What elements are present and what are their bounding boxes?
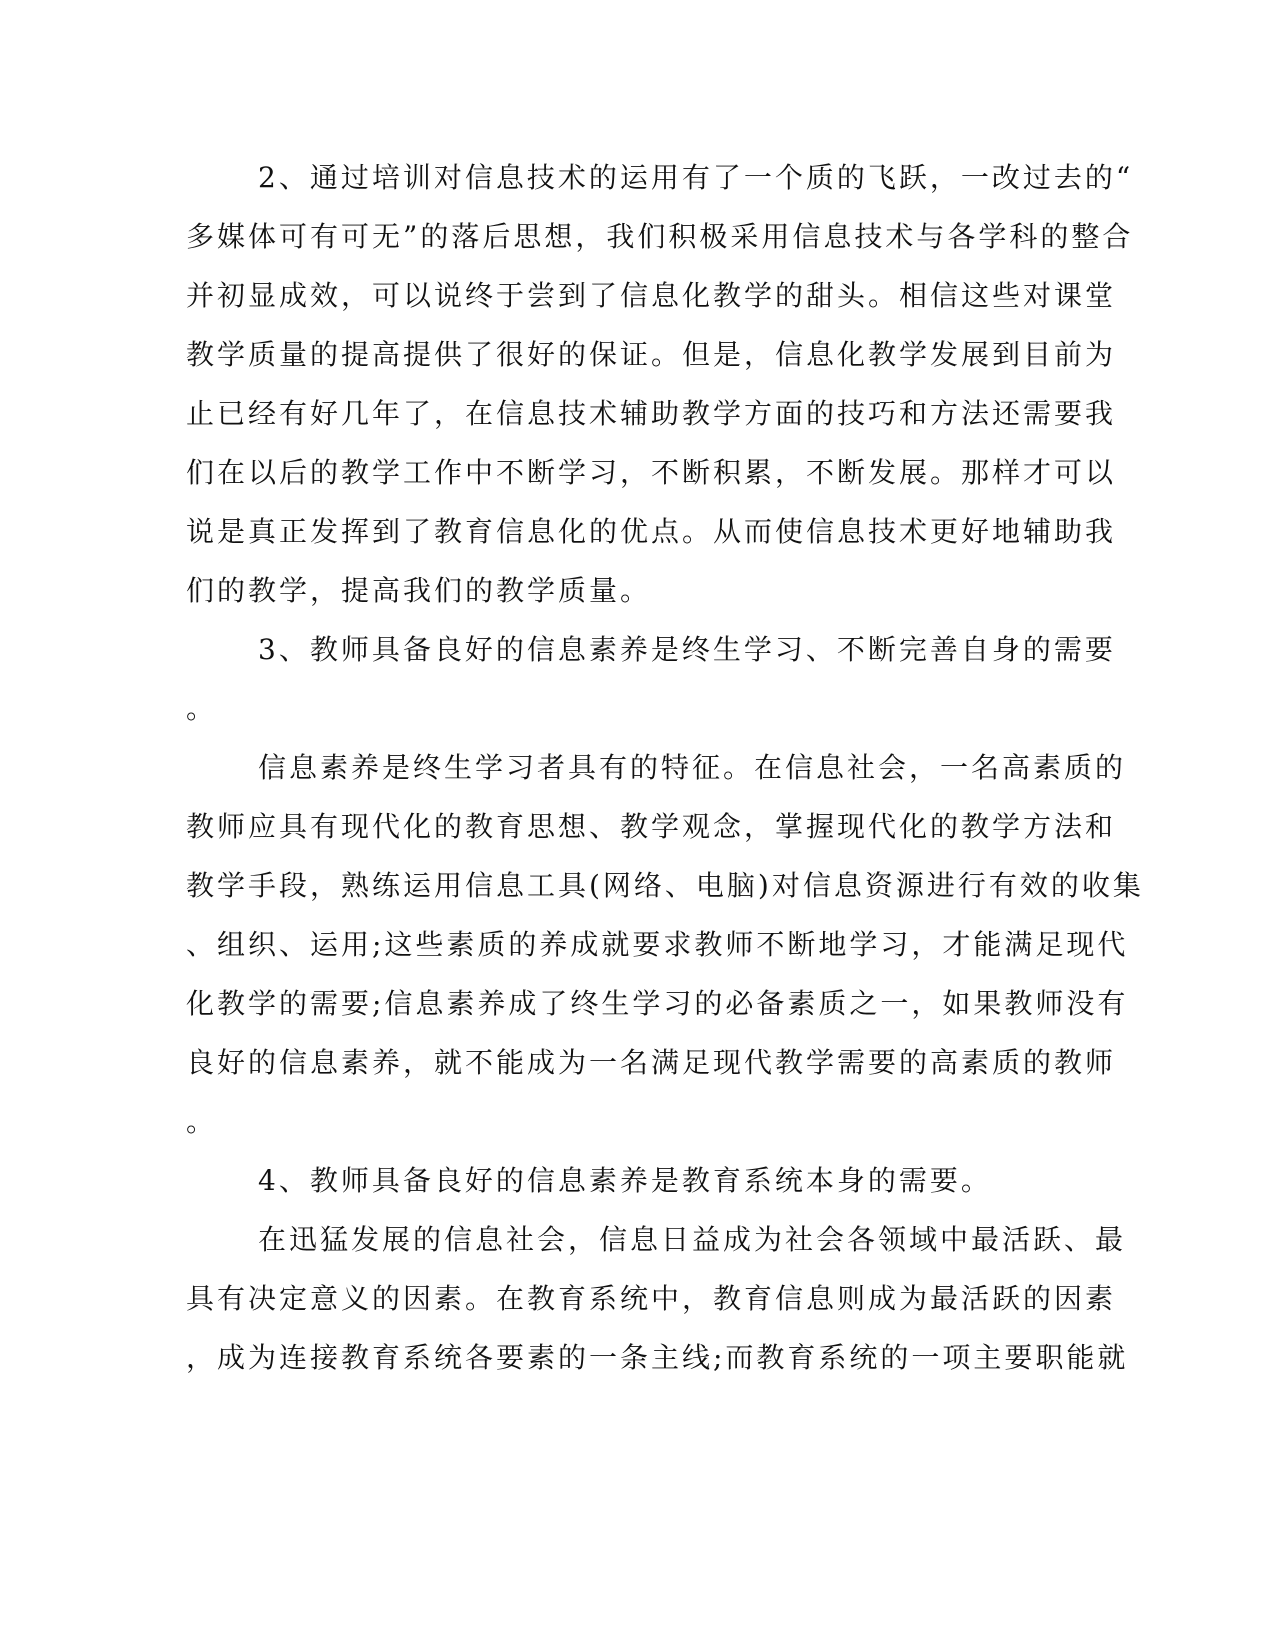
text-line: 。 (186, 692, 218, 725)
text-line: 。 (186, 1105, 218, 1138)
text-line: 化教学的需要;信息素养成了终生学习的必备素质之一，如果教师没有 (186, 987, 1129, 1020)
text-line: 们在以后的教学工作中不断学习，不断积累，不断发展。那样才可以 (186, 456, 1117, 489)
text-line: 良好的信息素养，就不能成为一名满足现代教学需要的高素质的教师 (186, 1046, 1117, 1079)
text-line: 具有决定意义的因素。在教育系统中，教育信息则成为最活跃的因素 (186, 1282, 1117, 1315)
text-line: 信息素养是终生学习者具有的特征。在信息社会，一名高素质的 (258, 751, 1127, 784)
text-line: 止已经有好几年了，在信息技术辅助教学方面的技巧和方法还需要我 (186, 397, 1117, 430)
text-line: 教师应具有现代化的教育思想、教学观念，掌握现代化的教学方法和 (186, 810, 1117, 843)
text-line: 说是真正发挥到了教育信息化的优点。从而使信息技术更好地辅助我 (186, 515, 1117, 548)
text-line: 们的教学，提高我们的教学质量。 (186, 574, 652, 607)
text-line: 4、教师具备良好的信息素养是教育系统本身的需要。 (258, 1164, 992, 1197)
text-line: 多媒体可有可无”的落后思想，我们积极采用信息技术与各学科的整合 (186, 220, 1134, 253)
text-line: 并初显成效，可以说终于尝到了信息化教学的甜头。相信这些对课堂 (186, 279, 1117, 312)
text-line: 2、通过培训对信息技术的运用有了一个质的飞跃，一改过去的“ (258, 161, 1134, 194)
text-line: 教学质量的提高提供了很好的保证。但是，信息化教学发展到目前为 (186, 338, 1117, 371)
text-line: 教学手段，熟练运用信息工具(网络、电脑)对信息资源进行有效的收集 (186, 869, 1144, 902)
text-line: 、组织、运用;这些素质的养成就要求教师不断地学习，才能满足现代 (186, 928, 1129, 961)
text-line: 在迅猛发展的信息社会，信息日益成为社会各领域中最活跃、最 (258, 1223, 1127, 1256)
text-line: ，成为连接教育系统各要素的一条主线;而教育系统的一项主要职能就 (186, 1341, 1129, 1374)
text-line: 3、教师具备良好的信息素养是终生学习、不断完善自身的需要 (258, 633, 1116, 666)
